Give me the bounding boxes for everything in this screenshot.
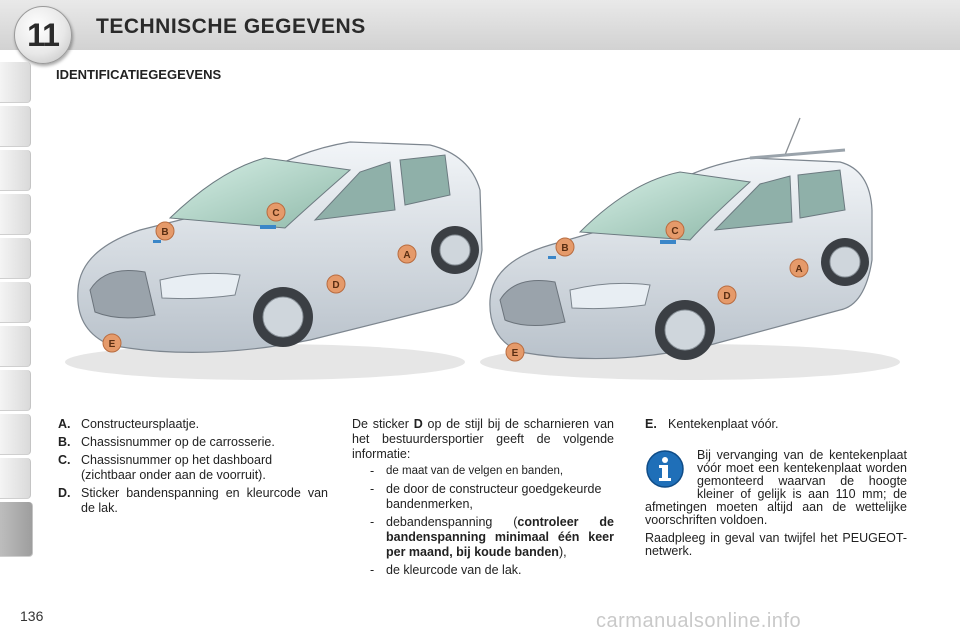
definition-item: C. Chassisnummer op het dashboard (zichtbaar onder aan de voorruit). bbox=[58, 453, 273, 482]
callout-c-wagon bbox=[666, 221, 684, 239]
svg-text:A: A bbox=[403, 250, 411, 261]
section-title: IDENTIFICATIEGEGEVENS bbox=[56, 67, 222, 82]
sticker-intro: De sticker D op de stijl bij de scharnieren van het bestuurdersportier geeft de volgende informatie: bbox=[352, 417, 614, 461]
definition-item: A. Constructeursplaatje. bbox=[58, 417, 200, 431]
chapter-number: 11 bbox=[27, 16, 59, 53]
callout-e-wagon bbox=[506, 343, 524, 361]
definition-item: E. Kentekenplaat vóór. bbox=[645, 417, 779, 431]
wagon-car bbox=[480, 118, 900, 380]
svg-text:D: D bbox=[332, 280, 340, 291]
chapter-tabs bbox=[0, 62, 34, 582]
chapter-tab[interactable] bbox=[0, 106, 31, 147]
car-identification-illustration bbox=[50, 100, 930, 400]
list-item: - de door de constructeur goedgekeurde bandenmerken, bbox=[370, 482, 602, 511]
svg-text:E: E bbox=[108, 339, 116, 350]
list-item: - de maat van de velgen en banden, bbox=[370, 464, 564, 478]
chapter-badge bbox=[14, 6, 72, 64]
list-item: - de kleurcode van de lak. bbox=[370, 563, 522, 577]
svg-text:C: C bbox=[671, 226, 679, 237]
svg-text:E: E bbox=[511, 348, 519, 359]
sticker-list bbox=[370, 464, 614, 578]
chapter-tab[interactable] bbox=[0, 238, 31, 279]
chapter-tab[interactable] bbox=[0, 194, 31, 235]
svg-text:A: A bbox=[795, 264, 803, 275]
chapter-tab-active[interactable] bbox=[0, 502, 33, 557]
callout-b-wagon bbox=[556, 238, 574, 256]
chapter-tab[interactable] bbox=[0, 150, 31, 191]
chapter-tab[interactable] bbox=[0, 326, 31, 367]
callout-c-sedan bbox=[267, 203, 285, 221]
svg-text:B: B bbox=[161, 227, 169, 238]
chapter-tab[interactable] bbox=[0, 62, 31, 103]
info-note bbox=[645, 449, 907, 563]
page-number: 136 bbox=[20, 608, 44, 624]
plate-definition bbox=[645, 417, 907, 435]
callout-d-wagon bbox=[718, 286, 736, 304]
chapter-tab[interactable] bbox=[0, 370, 31, 411]
page-title: TECHNISCHE GEGEVENS bbox=[96, 15, 366, 38]
callout-d-sedan bbox=[327, 275, 345, 293]
watermark: carmanualsonline.info bbox=[596, 610, 802, 632]
definition-item: B. Chassisnummer op de carrosserie. bbox=[58, 435, 275, 449]
callout-a-wagon bbox=[790, 259, 808, 277]
chapter-tab[interactable] bbox=[0, 282, 31, 323]
list-item: - debandenspanning (controleer de bandenspanning minimaal één keer per maand, bij koude banden), bbox=[370, 515, 614, 559]
chapter-tab[interactable] bbox=[0, 458, 31, 499]
sedan-car bbox=[65, 142, 482, 380]
svg-text:D: D bbox=[723, 291, 731, 302]
svg-text:C: C bbox=[272, 208, 280, 219]
callout-b-sedan bbox=[156, 222, 174, 240]
definition-item: D. Sticker bandenspanning en kleurcode van de lak. bbox=[58, 486, 328, 515]
info-paragraph: Bij vervanging van de kentekenplaat vóór moet een kentekenplaat worden gemonteerd waarvan de hoogte kleiner of gelijk is aan 110 mm; de afmetingen moeten altijd aan de wettelijke voorschriften voldoen. bbox=[645, 448, 907, 527]
definitions-list bbox=[58, 417, 328, 519]
svg-text:B: B bbox=[561, 243, 569, 254]
chapter-tab[interactable] bbox=[0, 414, 31, 455]
sticker-info bbox=[352, 417, 614, 581]
callout-a-sedan bbox=[398, 245, 416, 263]
info-paragraph: Raadpleeg in geval van twijfel het PEUGEOT-netwerk. bbox=[645, 531, 907, 558]
callout-e-sedan bbox=[103, 334, 121, 352]
